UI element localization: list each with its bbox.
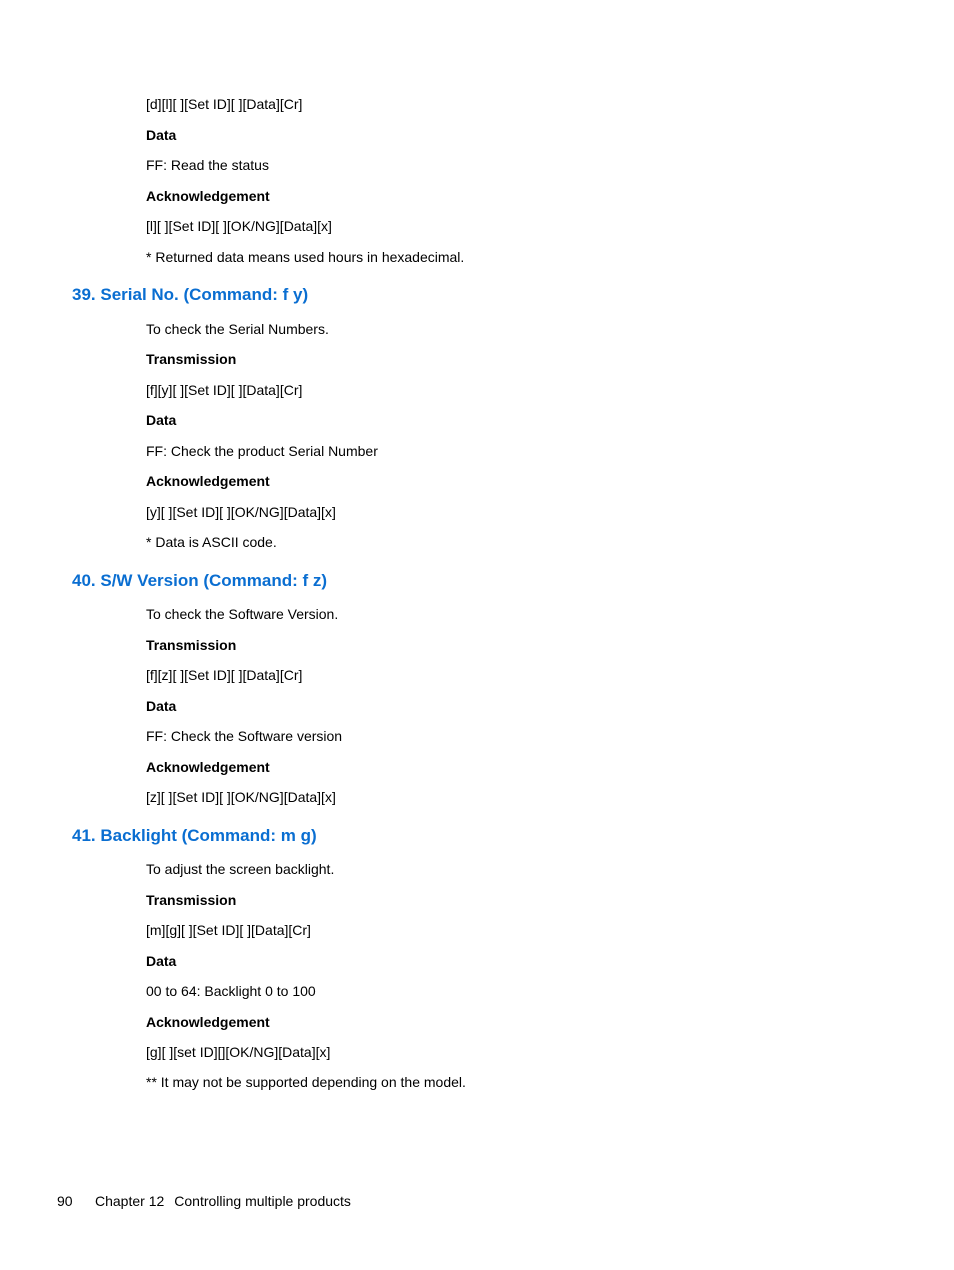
intro-transmission-value: [d][l][ ][Set ID][ ][Data][Cr] (146, 96, 303, 112)
section-heading-sw-version: 40. S/W Version (Command: f z) (72, 571, 328, 590)
section-description: To adjust the screen backlight. (146, 861, 335, 877)
section-description: To check the Software Version. (146, 606, 339, 622)
ack-label: Acknowledgement (146, 759, 270, 775)
data-label: Data (146, 953, 177, 969)
transmission-value: [m][g][ ][Set ID][ ][Data][Cr] (146, 922, 311, 938)
section-heading-serial-no: 39. Serial No. (Command: f y) (72, 285, 309, 304)
footer-chapter-title: Controlling multiple products (174, 1193, 351, 1209)
intro-ack-value: [l][ ][Set ID][ ][OK/NG][Data][x] (146, 218, 332, 234)
intro-data-label: Data (146, 127, 177, 143)
page-footer (57, 1192, 351, 1210)
transmission-value: [f][z][ ][Set ID][ ][Data][Cr] (146, 667, 303, 683)
ack-label: Acknowledgement (146, 1014, 270, 1030)
section-description: To check the Serial Numbers. (146, 321, 329, 337)
ack-label: Acknowledgement (146, 473, 270, 489)
section-note: ** It may not be supported depending on the model. (146, 1074, 466, 1090)
section-note: * Data is ASCII code. (146, 534, 277, 550)
data-value: FF: Check the Software version (146, 728, 343, 744)
footer-chapter: Chapter 12 (95, 1193, 165, 1209)
data-label: Data (146, 412, 177, 428)
data-value: FF: Check the product Serial Number (146, 443, 378, 459)
intro-data-value: FF: Read the status (146, 157, 269, 173)
ack-value: [z][ ][Set ID][ ][OK/NG][Data][x] (146, 789, 336, 805)
ack-value: [y][ ][Set ID][ ][OK/NG][Data][x] (146, 504, 336, 520)
data-value: 00 to 64: Backlight 0 to 100 (146, 983, 316, 999)
transmission-value: [f][y][ ][Set ID][ ][Data][Cr] (146, 382, 303, 398)
data-label: Data (146, 698, 177, 714)
intro-note: * Returned data means used hours in hexadecimal. (146, 249, 465, 265)
intro-ack-label: Acknowledgement (146, 188, 270, 204)
transmission-label: Transmission (146, 892, 237, 908)
page-number: 90 (57, 1193, 73, 1209)
section-heading-backlight: 41. Backlight (Command: m g) (72, 826, 317, 845)
transmission-label: Transmission (146, 637, 237, 653)
transmission-label: Transmission (146, 351, 237, 367)
ack-value: [g][ ][set ID][][OK/NG][Data][x] (146, 1044, 331, 1060)
